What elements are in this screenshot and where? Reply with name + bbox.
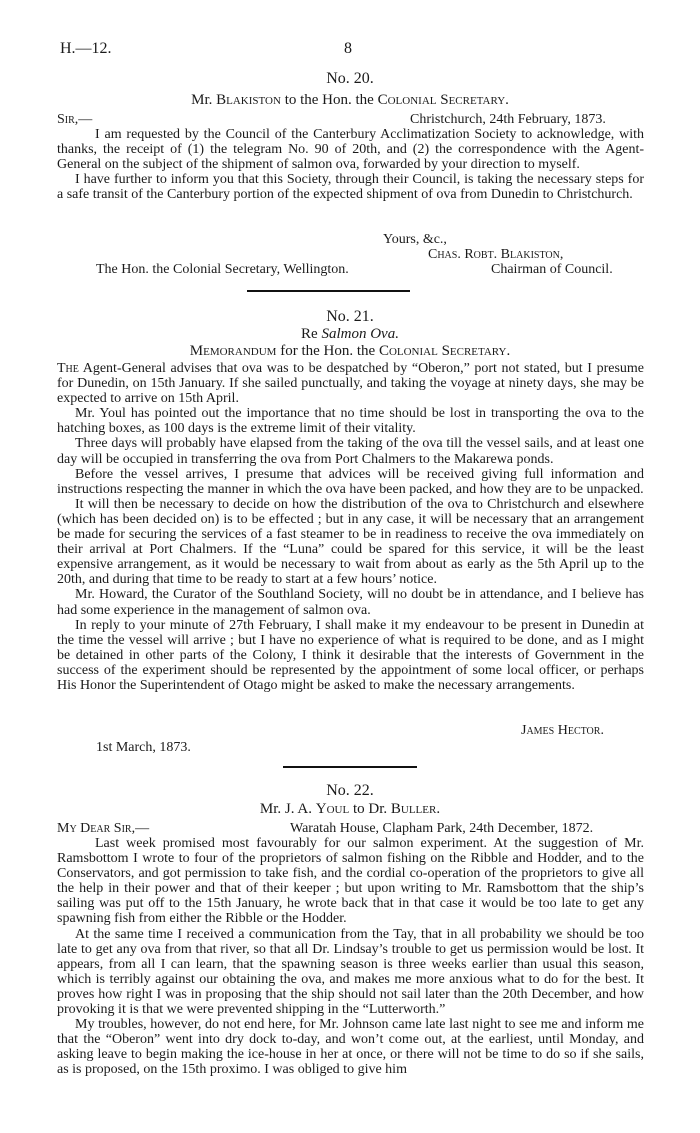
doc20-title-pre: Mr. (191, 92, 217, 108)
doc21-para2: Mr. Youl has pointed out the importance that no time should be lost in transporting the ova to the hatching boxes, as 100 days is the extreme limit of their vitality. (57, 406, 644, 437)
doc20-body (57, 127, 644, 202)
doc21-para5: It will then be necessary to decide on how the distribution of the ova to Christchurch and elsewhere (which has been decided on) is to be effected ; but in any case, it will be necessary that an arrangement be made for securing the services of a fast steamer to be in readiness to receive the ova immediately on their arrival at Port Chalmers. If the “Luna” could be spared for this service, it will be the least expensive arrangement, as it would be necessary to wait from about as early as the 5th April up to the 20th, and during that time to be ready to start at a few hours’ notice. (57, 496, 644, 588)
doc21-title-mid: for the Hon. the (276, 343, 379, 359)
document-reference: H.—12. (60, 40, 112, 57)
section-divider (247, 290, 410, 292)
doc21-para1-text: Agent-General advises that ova was to be despatched by “Oberon,” port not stated, but I presume for Dunedin, on 15th January. If she sailed punctually, and taking the voyage at ninety days, she may be expected to arrive on 15th April. (57, 361, 644, 407)
doc21-number: No. 21. (326, 308, 374, 325)
doc22-para1: Last week promised most favourably for our salmon experiment. At the suggestion of Mr. Ramsbottom I wrote to four of the proprietors of salmon fishing on the Ribble and Hodder, and to the Conservators, and got permission to take fish, and the cordial co-operation of the proprietors to give all the help in their power and that of their keeper ; but upon writing to Mr. Ramsbottom that the ship’s sailing was put off to the 15th January, he wrote back that in that case it would be too late to get any spawning fish from either the Ribble or the Hodder. (57, 836, 644, 927)
doc22-title-from: Youl (315, 801, 350, 817)
section-divider (283, 766, 417, 768)
doc20-title-to: Colonial Secretary. (377, 92, 509, 108)
doc21-para6: Mr. Howard, the Curator of the Southland Society, will no doubt be in attendance, and I believe has had some experience in the management of salmon ova. (57, 587, 644, 618)
doc21-signature: James Hector. (521, 723, 604, 738)
doc21-title-to: Colonial Secretary. (378, 343, 511, 359)
doc21-para4: Before the vessel arrives, I presume that advices will be received giving full information and instructions respecting the manner in which the ova have been packed, and how they are to be unpacked. (57, 466, 644, 497)
doc20-salutation: Sir,— (57, 112, 93, 127)
doc22-title-pre: Mr. J. A. (259, 801, 316, 817)
doc21-para1-lead: The (57, 361, 79, 376)
doc20-addressee: The Hon. the Colonial Secretary, Wellington. (96, 262, 349, 277)
doc22-para3: My troubles, however, do not end here, for Mr. Johnson came late last night to see me and inform me that the “Oberon” went into dry dock to-day, and won’t come out, at the earliest, until Monday, and asking leave to begin making the ice-house in her at once, or there will not be time to do so if she sails, as is proposed, on the 15th proximo. I was obliged to give him (57, 1017, 644, 1078)
doc20-number: No. 20. (326, 70, 374, 87)
doc21-para3: Three days will probably have elapsed from the taking of the ova till the vessel sails, and at least one day will be occupied in transferring the ova from Port Chalmers to the Makarewa ponds. (57, 436, 644, 467)
doc21-subject-text: Salmon Ova. (321, 326, 399, 342)
doc22-title-mid: to Dr. (349, 801, 391, 817)
doc20-para2: I have further to inform you that this Society, through their Council, is taking the necessary steps for a safe transit of the Canterbury portion of the expected shipment of ova from Dunedin to Christchurch. (57, 172, 644, 203)
doc20-signature: Chas. Robt. Blakiston, (428, 247, 564, 262)
doc20-para1: I am requested by the Council of the Canterbury Acclimatization Society to acknowledge, with thanks, the receipt of (1) the telegram No. 90 of 20th, and (2) the correspondence with the Agent-General on the subject of the shipment of salmon ova, forwarded by your direction to myself. (57, 127, 644, 173)
doc20-title-mid: to the Hon. the (280, 92, 378, 108)
doc22-title-to: Buller. (390, 801, 441, 817)
doc22-para2: At the same time I received a communication from the Tay, that in all probability we should be too late to get any ova from that river, so that all Dr. Lindsay’s trouble to get us permission would be lost. It appears, from all I can learn, that the spawning season is three weeks earlier than usual this season, which is terribly against our obtaining the ova, and makes me more anxious what to do for the best. It proves how right I was in proposing that the ship should not sail later than the 20th December, and how provoking it is that we were prevented shipping in the “Lutterworth.” (57, 926, 644, 1018)
doc21-para1 (57, 361, 644, 406)
doc20-title (0, 92, 700, 109)
doc22-place-date: Waratah House, Clapham Park, 24th December, 1872. (290, 821, 594, 836)
page-number: 8 (344, 40, 352, 57)
doc21-date: 1st March, 1873. (96, 740, 191, 755)
doc22-salutation: My Dear Sir,— (57, 821, 150, 836)
doc21-body (57, 361, 644, 693)
doc21-para7: In reply to your minute of 27th February, I shall make it my endeavour to be present in Dunedin at the time the vessel will arrive ; but I have no experience of what is required to be done, and as I might be detained in other parts of the Colony, I think it desirable that the interests of Government in the success of the experiment should be represented by the appointment of some local officer, or perhaps His Honor the Superintendent of Otago might be asked to make the necessary arrangements. (57, 617, 644, 693)
doc20-sig-title: Chairman of Council. (491, 262, 613, 277)
doc22-body (57, 836, 644, 1078)
doc20-closing: Yours, &c., (383, 232, 447, 247)
doc22-title (0, 801, 700, 818)
doc22-number: No. 22. (326, 782, 374, 799)
doc20-place-date: Christchurch, 24th February, 1873. (410, 112, 606, 127)
doc20-title-from: Blakiston (216, 92, 281, 108)
doc21-title-memo: Memorandum (189, 343, 277, 359)
doc21-title (0, 343, 700, 360)
doc21-subject-pre: Re (301, 326, 322, 342)
doc21-subject (0, 326, 700, 343)
